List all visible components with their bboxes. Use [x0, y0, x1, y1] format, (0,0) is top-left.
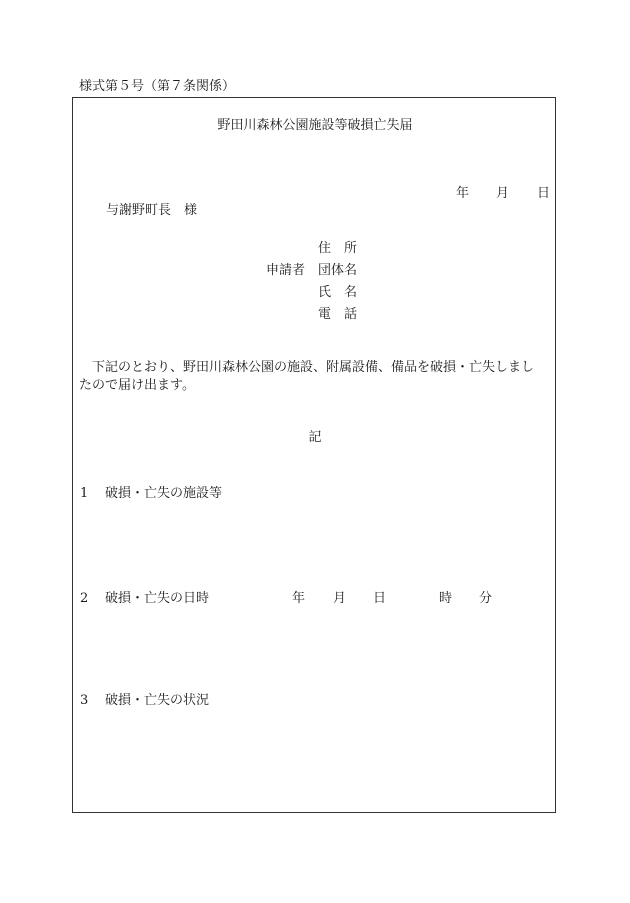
addressee: 与謝野町長 様: [106, 203, 198, 218]
item-2-month-label: 月: [333, 591, 347, 606]
date-year-label: 年: [456, 186, 470, 201]
ki-heading: 記: [308, 430, 322, 445]
item-3-label: 破損・亡失の状況: [105, 693, 210, 708]
item-1-label: 破損・亡失の施設等: [105, 486, 223, 501]
item-2-minute-label: 分: [479, 591, 493, 606]
item-2-label: 破損・亡失の日時: [105, 591, 210, 606]
date-day-label: 日: [537, 186, 551, 201]
address-label: 住 所: [318, 241, 358, 256]
date-month-label: 月: [496, 186, 510, 201]
item-3-number: 3: [80, 693, 89, 708]
body-text-line-1: 下記のとおり、野田川森林公園の施設、附属設備、備品を破損・亡失しまし: [92, 360, 535, 375]
phone-label: 電 話: [318, 307, 358, 322]
item-2-number: 2: [80, 591, 89, 606]
group-name-label: 団体名: [318, 263, 358, 278]
item-1-number: 1: [80, 486, 89, 501]
item-2-day-label: 日: [373, 591, 387, 606]
form-number: 様式第５号（第７条関係）: [79, 79, 236, 94]
item-2-year-label: 年: [292, 591, 306, 606]
form-title: 野田川森林公園施設等破損亡失届: [217, 118, 413, 133]
item-2-hour-label: 時: [439, 591, 453, 606]
name-label: 氏 名: [318, 285, 358, 300]
body-text-line-2: たので届け出ます。: [79, 378, 195, 393]
applicant-role-label: 申請者: [266, 263, 306, 278]
